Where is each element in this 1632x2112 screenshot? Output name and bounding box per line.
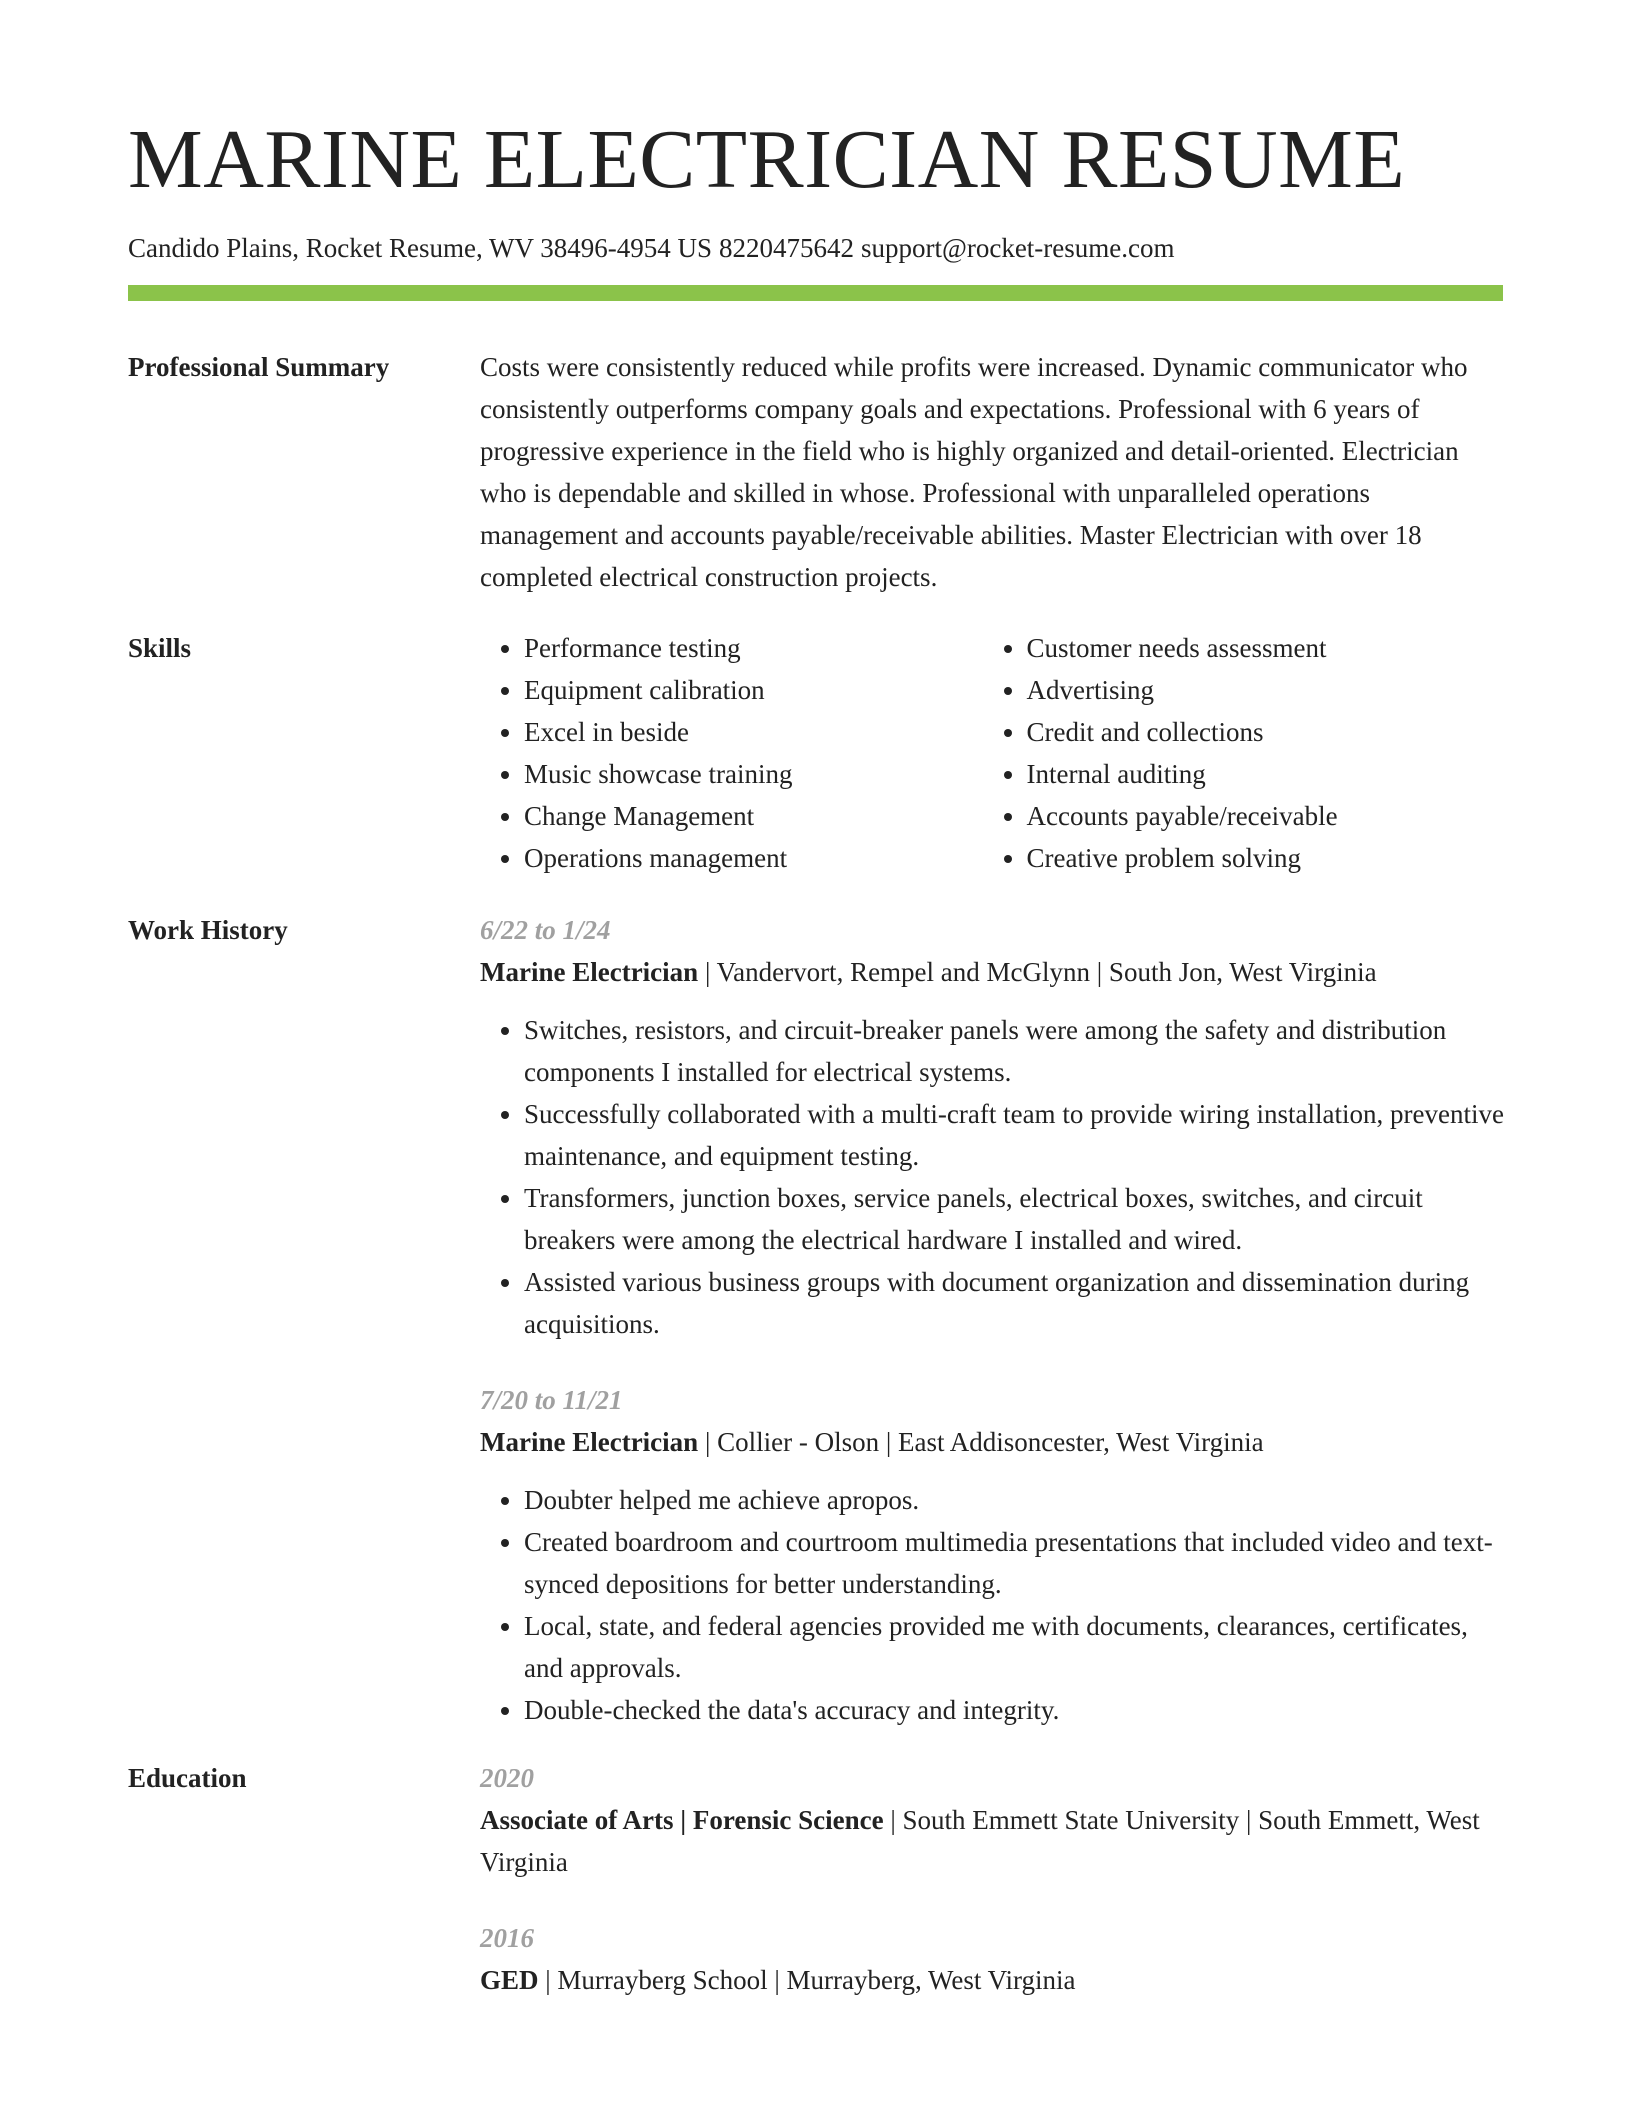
education-line [480, 1959, 1505, 2001]
skill-item: • Equipment calibration [524, 669, 983, 711]
summary-label: Professional Summary [128, 352, 390, 382]
education-degree: Associate of Arts | Forensic Science [480, 1805, 884, 1835]
job-bullet: • Switches, resistors, and circuit-breaker panels were among the safety and distribution components I installed for electrical systems. [524, 1009, 1505, 1093]
skill-item: • Advertising [1027, 669, 1505, 711]
skill-item: • Internal auditing [1027, 753, 1505, 795]
job-details: | Vandervort, Rempel and McGlynn | South Jon, West Virginia [698, 957, 1377, 987]
job-bullet: • Transformers, junction boxes, service panels, electrical boxes, switches, and circuit breakers were among the electrical hardware I installed and wired. [524, 1177, 1505, 1261]
job-entry [480, 909, 1505, 1345]
education-year: 2020 [480, 1763, 534, 1793]
skill-item: • Customer needs assessment [1027, 627, 1505, 669]
job-bullet: • Local, state, and federal agencies provided me with documents, clearances, certificates, and approvals. [524, 1605, 1505, 1689]
job-role-line [480, 1421, 1505, 1463]
education-line [480, 1799, 1505, 1883]
job-bullet: • Double-checked the data's accuracy and integrity. [524, 1689, 1505, 1731]
job-entry [480, 1379, 1505, 1731]
resume-title: MARINE ELECTRICIAN RESUME [128, 113, 1406, 206]
job-bullet: • Assisted various business groups with document organization and dissemination during acquisitions. [524, 1261, 1505, 1345]
job-bullet: • Created boardroom and courtroom multimedia presentations that included video and text-synced depositions for better understanding. [524, 1521, 1505, 1605]
accent-divider [128, 285, 1503, 301]
education-details: | Murrayberg School | Murrayberg, West Virginia [538, 1965, 1076, 1995]
education-label: Education [128, 1763, 247, 1793]
skill-item: • Accounts payable/receivable [1027, 795, 1505, 837]
contact-address: Candido Plains, Rocket Resume, WV 38496-4954 US [128, 233, 712, 263]
skill-item: • Operations management [524, 837, 983, 879]
contact-line [128, 232, 1175, 264]
job-bullet: • Successfully collaborated with a multi-craft team to provide wiring installation, preventive maintenance, and equipment testing. [524, 1093, 1505, 1177]
skills-column-1 [480, 627, 983, 879]
work-history-label: Work History [128, 915, 288, 945]
job-bullets [480, 1009, 1505, 1345]
job-role-line [480, 951, 1505, 993]
job-title: Marine Electrician [480, 1427, 699, 1457]
job-dates: 7/20 to 11/21 [480, 1385, 623, 1415]
skills-column-2 [983, 627, 1505, 879]
job-bullet: • Doubter helped me achieve apropos. [524, 1479, 1505, 1521]
job-bullets [480, 1479, 1505, 1731]
skills-label: Skills [128, 633, 192, 663]
skill-item: • Change Management [524, 795, 983, 837]
skill-item: • Music showcase training [524, 753, 983, 795]
education-entry [480, 1917, 1505, 2001]
job-title: Marine Electrician [480, 957, 699, 987]
education-year: 2016 [480, 1923, 534, 1953]
education-details: | South Emmett State University | South Emmett, West Virginia [480, 1805, 1480, 1877]
skill-item: • Excel in beside [524, 711, 983, 753]
skill-item: • Credit and collections [1027, 711, 1505, 753]
contact-phone: 8220475642 [718, 233, 854, 263]
education-entry [480, 1757, 1505, 1883]
skill-item: • Performance testing [524, 627, 983, 669]
job-dates: 6/22 to 1/24 [480, 915, 611, 945]
contact-email: support@rocket-resume.com [860, 233, 1175, 263]
education-degree: GED [480, 1965, 539, 1995]
skills-list [480, 627, 1505, 879]
summary-text: Costs were consistently reduced while profits were increased. Dynamic communicator who consistently outperforms company goals and expectations. Professional with 6 years of progressive experience in the field who is highly organized and detail-oriented. Electrician who is dependable and skilled in whose. Professional with unparalleled operations management and accounts payable/receivable abilities. Master Electrician with over 18 completed electrical construction projects. [480, 352, 1468, 592]
job-details: | Collier - Olson | East Addisoncester, West Virginia [698, 1427, 1264, 1457]
skill-item: • Creative problem solving [1027, 837, 1505, 879]
